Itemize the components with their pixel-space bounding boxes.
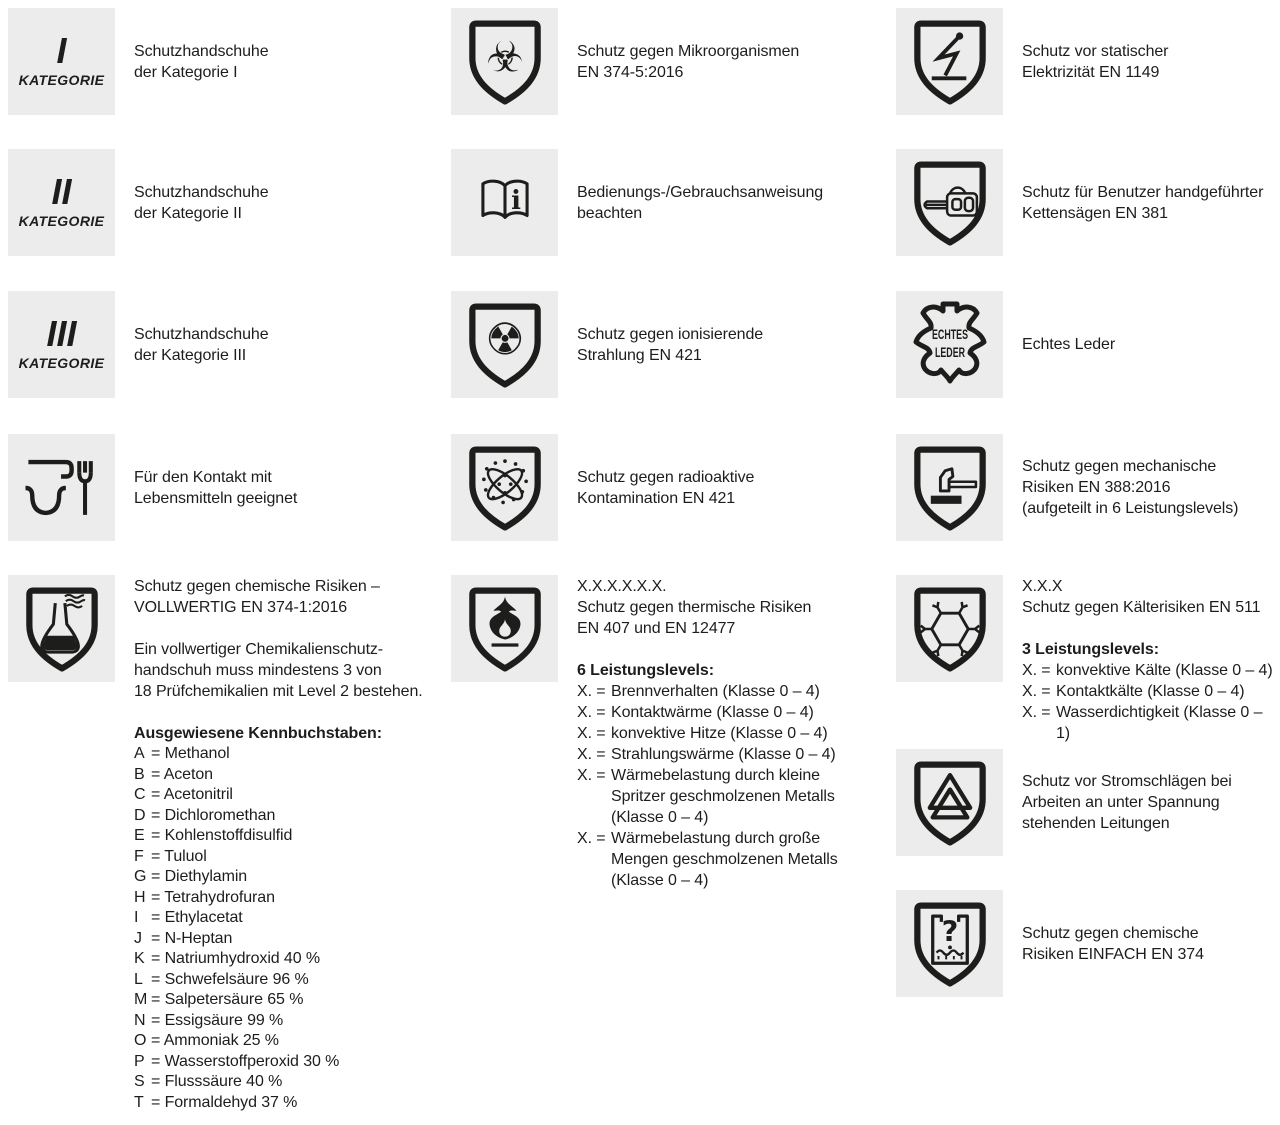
row-text: [577, 291, 763, 398]
row-thermische-risiken: [451, 575, 838, 891]
text-line: Schutz gegen thermische Risiken: [577, 599, 812, 616]
level-prefix: [577, 849, 611, 870]
text-line: der Kategorie I: [134, 63, 238, 81]
level-item: [1022, 681, 1280, 702]
level-item: [577, 828, 838, 849]
level-text: Mengen geschmolzenen Metalls: [611, 851, 838, 868]
chem-letter: N: [134, 1011, 146, 1029]
row-statische-elektrizitaet: [896, 8, 1168, 115]
chemical-item: [134, 990, 423, 1011]
thermal-risks-icon: [451, 575, 558, 682]
text-line: Schutz gegen chemische: [1022, 924, 1199, 942]
levels-header: 6 Leistungslevels:: [577, 662, 714, 679]
question-glyph: ?: [941, 914, 958, 949]
chemical-item: [134, 949, 423, 970]
chem-name: = Tetrahydrofuran: [151, 888, 275, 906]
live-working-icon: [896, 749, 1003, 856]
row-mechanische-risiken: [896, 434, 1238, 541]
level-text: Strahlungswärme (Klasse 0 – 4): [611, 746, 836, 763]
row-ionisierende-strahlung: [451, 291, 763, 398]
level-prefix: X. =: [577, 767, 606, 784]
chemical-item: [134, 867, 423, 888]
chem-name: = Flusssäure 40 %: [151, 1073, 283, 1090]
chem-name: = Tuluol: [151, 847, 207, 865]
chem-name: = Schwefelsäure 96 %: [151, 970, 309, 988]
kategorie-1-mark: I: [56, 30, 67, 71]
shield-flame-icon: [457, 581, 553, 677]
leather-badge-line1: ECHTES: [931, 326, 968, 342]
row-kategorie-1: [8, 8, 269, 115]
chemical-full-text: [134, 575, 423, 1113]
text-line: Schutz gegen chemische Risiken –: [134, 578, 380, 595]
level-prefix: [577, 870, 611, 891]
level-item: [577, 807, 838, 828]
chemical-item: [134, 908, 423, 929]
cold-risks-icon: [896, 575, 1003, 682]
chemical-item: [134, 970, 423, 991]
chemical-item: [134, 847, 423, 868]
text-line: beachten: [577, 204, 643, 222]
level-prefix: [577, 807, 611, 828]
genuine-leather-icon: [896, 291, 1003, 398]
row-chemisch-vollwertig: [8, 575, 423, 1113]
shield-beaker-question-icon: [902, 896, 998, 992]
kategorie-2-mark: II: [51, 171, 72, 212]
row-text: [1022, 434, 1238, 541]
text-line: Schutz für Benutzer handgeführter: [1022, 183, 1264, 201]
level-text: Wasserdichtigkeit (Klasse 0 – 1): [1056, 704, 1263, 742]
text-line: Arbeiten an unter Spannung: [1022, 794, 1220, 811]
row-chemisch-einfach: [896, 890, 1204, 997]
level-item: [577, 744, 838, 765]
text-line: handschuh muss mindestens 3 von: [134, 662, 382, 679]
level-prefix: X. =: [1022, 704, 1051, 721]
chem-name: = Acetonitril: [151, 786, 233, 803]
chem-name: = Dichloromethan: [151, 806, 276, 824]
shield-double-triangle-icon: [902, 755, 998, 851]
text-line: EN 374-5:2016: [577, 63, 684, 81]
info-glyph: i: [510, 185, 521, 216]
chem-letter: S: [134, 1073, 145, 1090]
chemical-item: [134, 1093, 423, 1114]
text-line: Kettensägen EN 381: [1022, 204, 1168, 222]
book-info-icon: [457, 155, 553, 251]
level-item: [577, 870, 838, 891]
spacer: [134, 702, 423, 723]
leather-badge-line2: LEDER: [934, 344, 965, 360]
chem-letter: J: [134, 929, 142, 947]
shield-lightning-icon: [902, 14, 998, 110]
glass-fork-icon: [14, 440, 110, 536]
chem-letter: O: [134, 1032, 147, 1049]
level-item: [577, 765, 838, 786]
level-item: [577, 681, 838, 702]
chem-letter: F: [134, 847, 144, 865]
text-line: Ein vollwertiger Chemikalienschutz-: [134, 641, 384, 658]
chemical-item: [134, 929, 423, 950]
kategorie-label: KATEGORIE: [18, 355, 105, 371]
row-kategorie-2: [8, 149, 269, 256]
level-text: konvektive Hitze (Klasse 0 – 4): [611, 725, 828, 742]
chem-letter: H: [134, 888, 146, 906]
text-line: Bedienungs-/Gebrauchsanweisung: [577, 183, 824, 201]
chemical-item: [134, 1052, 423, 1073]
row-text: [134, 8, 269, 115]
level-text: (Klasse 0 – 4): [611, 809, 709, 826]
level-text: konvektive Kälte (Klasse 0 – 4): [1056, 662, 1273, 679]
shield-hammer-icon: [902, 440, 998, 536]
text-line: Für den Kontakt mit: [134, 468, 272, 486]
text-line: Elektrizität EN 1149: [1022, 63, 1160, 81]
level-prefix: [577, 786, 611, 807]
level-text: (Klasse 0 – 4): [611, 872, 709, 889]
level-item: [577, 723, 838, 744]
text-line: Echtes Leder: [1022, 336, 1116, 353]
level-prefix: X. =: [1022, 662, 1051, 679]
text-line: der Kategorie III: [134, 346, 247, 364]
text-line: Schutzhandschuhe: [134, 183, 269, 201]
chem-letter: L: [134, 970, 143, 988]
level-item: [577, 702, 838, 723]
chem-name: = Kohlenstoffdisulfid: [151, 827, 293, 844]
chem-letter: D: [134, 806, 146, 824]
row-text: [1022, 749, 1232, 856]
instructions-icon: [451, 149, 558, 256]
level-prefix: X. =: [1022, 683, 1051, 700]
chemical-item: [134, 785, 423, 806]
levels-header: 3 Leistungslevels:: [1022, 641, 1159, 658]
level-prefix: X. =: [577, 683, 606, 700]
mechanical-risks-icon: [896, 434, 1003, 541]
thermal-risks-text: [577, 575, 838, 891]
kategorie-3-mark: III: [46, 313, 77, 354]
text-line: Schutzhandschuhe: [134, 42, 269, 60]
chemical-item: [134, 1072, 423, 1093]
text-line: Schutz gegen Kälterisiken EN 511: [1022, 599, 1261, 616]
text-line: Risiken EN 388:2016: [1022, 479, 1171, 496]
chemical-item: [134, 806, 423, 827]
food-contact-icon: [8, 434, 115, 541]
shield-snowflake-icon: [902, 581, 998, 677]
text-line: Schutz vor Stromschlägen bei: [1022, 773, 1232, 790]
code-line: X.X.X.X.X.X.: [577, 578, 667, 595]
row-kaelterisiken: [896, 575, 1280, 744]
radiation-glyph: ☢: [484, 314, 525, 366]
chem-name: = Salpetersäure 65 %: [151, 991, 304, 1008]
level-item: [1022, 702, 1280, 744]
biohazard-glyph: ☣: [485, 32, 524, 82]
chem-letter: M: [134, 991, 148, 1008]
ionizing-radiation-icon: [451, 291, 558, 398]
chem-name: = Ethylacetat: [151, 909, 243, 926]
chem-letter: E: [134, 827, 145, 844]
text-line: stehenden Leitungen: [1022, 815, 1170, 832]
row-text: [134, 434, 297, 541]
code-line: X.X.X: [1022, 578, 1063, 595]
shield-radiation-icon: [457, 297, 553, 393]
chem-name: = Ammoniak 25 %: [151, 1032, 279, 1049]
row-text: [577, 149, 823, 256]
shield-atom-icon: [457, 440, 553, 536]
chemicals-header: Ausgewiesene Kennbuchstaben:: [134, 725, 382, 742]
kategorie-label: KATEGORIE: [18, 213, 105, 229]
row-text: [577, 434, 754, 541]
level-text: Brennverhalten (Klasse 0 – 4): [611, 683, 820, 700]
level-text: Kontaktwärme (Klasse 0 – 4): [611, 704, 814, 721]
chemical-item: [134, 744, 423, 765]
text-line: (aufgeteilt in 6 Leistungslevels): [1022, 500, 1239, 517]
text-line: Strahlung EN 421: [577, 346, 702, 364]
kategorie-2-icon: [8, 149, 115, 256]
text-line: Kontamination EN 421: [577, 489, 736, 507]
cold-risks-text: [1022, 575, 1280, 744]
row-text: [1022, 149, 1263, 256]
chemical-item: [134, 888, 423, 909]
chem-name: = Methanol: [151, 745, 230, 762]
text-line: Schutz gegen radioaktive: [577, 468, 755, 486]
level-text: Kontaktkälte (Klasse 0 – 4): [1056, 683, 1245, 700]
row-text: [577, 8, 799, 115]
level-text: Wärmebelastung durch große: [611, 830, 821, 847]
chem-letter: G: [134, 868, 147, 885]
chemical-item: [134, 765, 423, 786]
row-echtes-leder: [896, 291, 1115, 398]
level-item: [1022, 660, 1280, 681]
chem-letter: I: [134, 909, 139, 926]
row-kettensaegen: [896, 149, 1263, 256]
chem-letter: A: [134, 745, 145, 762]
level-item: [577, 849, 838, 870]
leather-hide-icon: [900, 295, 1000, 395]
row-text: [1022, 291, 1115, 398]
text-line: Schutz gegen mechanische: [1022, 458, 1217, 475]
level-text: Spritzer geschmolzenen Metalls: [611, 788, 835, 805]
level-prefix: X. =: [577, 746, 606, 763]
chem-name: = N-Heptan: [151, 929, 233, 947]
chainsaw-protection-icon: [896, 149, 1003, 256]
chemical-full-icon: [8, 575, 115, 682]
level-prefix: X. =: [577, 830, 606, 847]
text-line: Schutz vor statischer: [1022, 42, 1169, 60]
kategorie-label: KATEGORIE: [18, 72, 105, 88]
chemical-simple-icon: [896, 890, 1003, 997]
text-line: EN 407 und EN 12477: [577, 620, 736, 637]
row-mikroorganismen: [451, 8, 799, 115]
row-kategorie-3: [8, 291, 269, 398]
kategorie-1-icon: [8, 8, 115, 115]
shield-biohazard-icon: [457, 14, 553, 110]
shield-chainsaw-icon: [902, 155, 998, 251]
row-stromschlaege: [896, 749, 1232, 856]
chem-name: = Aceton: [151, 765, 213, 783]
microorganisms-icon: [451, 8, 558, 115]
text-line: Lebensmitteln geeignet: [134, 489, 298, 507]
chem-name: = Formaldehyd 37 %: [151, 1093, 298, 1111]
row-text: [1022, 890, 1204, 997]
level-prefix: X. =: [577, 704, 606, 721]
chemical-item: [134, 826, 423, 847]
chem-letter: P: [134, 1052, 145, 1070]
row-lebensmittel: [8, 434, 297, 541]
level-item: [577, 786, 838, 807]
row-text: [134, 291, 269, 398]
row-text: [134, 149, 269, 256]
row-gebrauchsanweisung: [451, 149, 823, 256]
text-line: der Kategorie II: [134, 204, 242, 222]
row-text: [1022, 8, 1168, 115]
text-line: 18 Prüfchemikalien mit Level 2 bestehen.: [134, 683, 423, 700]
kategorie-3-icon: [8, 291, 115, 398]
text-line: VOLLWERTIG EN 374-1:2016: [134, 599, 348, 616]
text-line: Schutzhandschuhe: [134, 325, 269, 343]
shield-flask-icon: [14, 581, 110, 677]
chem-name: = Natriumhydroxid 40 %: [151, 950, 320, 967]
level-prefix: X. =: [577, 725, 606, 742]
chem-letter: C: [134, 786, 146, 803]
chemical-item: [134, 1031, 423, 1052]
text-line: Schutz gegen Mikroorganismen: [577, 42, 800, 60]
text-line: Schutz gegen ionisierende: [577, 325, 764, 343]
spacer: [134, 618, 423, 639]
spacer: [577, 639, 838, 660]
level-text: Wärmebelastung durch kleine: [611, 767, 820, 784]
chem-name: = Wasserstoffperoxid 30 %: [151, 1052, 340, 1070]
chem-name: = Essigsäure 99 %: [151, 1011, 284, 1029]
chem-letter: K: [134, 950, 145, 967]
spacer: [1022, 618, 1280, 639]
row-radioaktive-kontamination: [451, 434, 754, 541]
text-line: Risiken EINFACH EN 374: [1022, 945, 1204, 963]
static-electricity-icon: [896, 8, 1003, 115]
chem-letter: B: [134, 765, 145, 783]
chem-name: = Diethylamin: [151, 868, 248, 885]
chem-letter: T: [134, 1093, 144, 1111]
chemical-item: [134, 1011, 423, 1032]
radioactive-contamination-icon: [451, 434, 558, 541]
